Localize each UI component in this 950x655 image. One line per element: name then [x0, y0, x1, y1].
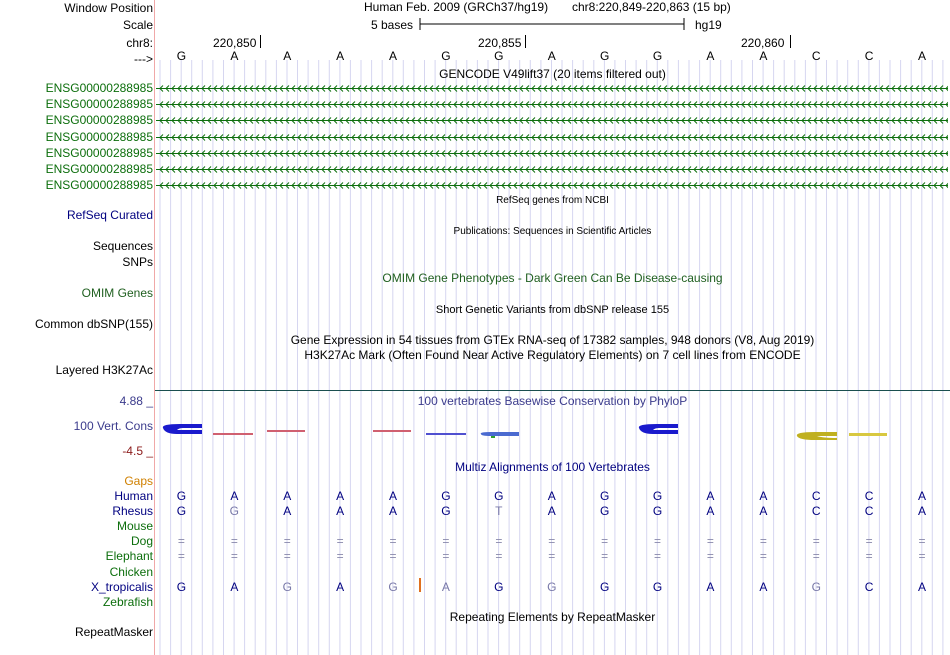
alignment-base: A [336, 489, 345, 503]
alignment-base: = [759, 549, 767, 564]
alignment-base: = [495, 549, 503, 564]
sequence-base: A [230, 49, 239, 63]
alignment-base: G [441, 489, 451, 503]
species-label[interactable]: X_tropicalis [90, 579, 153, 594]
alignment-base: A [759, 579, 768, 594]
sequence-base: G [652, 49, 663, 63]
species-label[interactable]: Chicken [109, 564, 153, 579]
species-label[interactable]: Rhesus [112, 504, 153, 519]
alignment-base: C [864, 579, 874, 594]
alignment-base: C [864, 489, 874, 503]
alignment-base: = [177, 534, 185, 549]
alignment-base: A [230, 579, 239, 594]
alignment-base: = [865, 534, 873, 549]
repeatmasker-label[interactable]: RepeatMasker [74, 625, 153, 639]
track-separator [155, 390, 950, 391]
alignment-base: = [442, 549, 450, 564]
alignment-base: G [652, 504, 663, 519]
sequence-base: A [336, 49, 345, 63]
omim-label[interactable]: OMIM Genes [81, 286, 153, 300]
alignment-base: C [811, 504, 821, 519]
scale-text: 5 bases [371, 18, 414, 32]
cons-label[interactable]: 100 Vert. Cons [73, 419, 153, 433]
gencode-item-label[interactable]: ENSG00000288985 [45, 178, 153, 193]
omim-title[interactable]: OMIM Gene Phenotypes - Dark Green Can Be Disease-causing [382, 271, 723, 285]
species-label[interactable]: Elephant [105, 549, 153, 564]
alignment-base: = [389, 549, 397, 564]
sequences-label[interactable]: Sequences [92, 239, 153, 253]
assembly-text: Human Feb. 2009 (GRCh37/hg19) [364, 0, 549, 14]
label-divider [154, 0, 155, 655]
alignment-base: = [230, 534, 238, 549]
alignment-base: A [336, 579, 345, 594]
alignment-base: A [706, 489, 715, 503]
alignment-base: = [548, 534, 556, 549]
alignment-base: G [176, 489, 187, 503]
tick-mark [260, 35, 261, 48]
alignment-base: A [547, 504, 556, 519]
gencode-title[interactable]: GENCODE V49lift37 (20 items filtered out) [439, 67, 666, 81]
alignment-base: A [918, 579, 927, 594]
alignment-base: = [706, 534, 714, 549]
tick-label: 220,855 [478, 36, 522, 50]
gencode-item-label[interactable]: ENSG00000288985 [45, 97, 153, 112]
alignment-base: A [230, 489, 239, 503]
sequence-base: G [441, 49, 451, 63]
alignment-base: = [336, 534, 344, 549]
chr-label: chr8: [126, 36, 153, 50]
tick-label: 220,860 [741, 36, 785, 50]
alignment-base: T [495, 504, 503, 519]
dbsnp-title[interactable]: Short Genetic Variants from dbSNP release 155 [435, 304, 670, 316]
dbsnp-label[interactable]: Common dbSNP(155) [34, 317, 153, 331]
sequence-base: G [599, 49, 610, 63]
alignment-base: A [336, 504, 345, 519]
repeatmasker-title[interactable]: Repeating Elements by RepeatMasker [449, 610, 656, 624]
alignment-base: G [811, 579, 821, 594]
alignment-base: A [918, 504, 927, 519]
refseq-title[interactable]: RefSeq genes from NCBI [496, 195, 609, 206]
alignment-base: = [918, 549, 926, 564]
gencode-item-label[interactable]: ENSG00000288985 [45, 162, 153, 176]
alignment-base: G [441, 504, 451, 519]
tick-mark [790, 35, 791, 48]
cons-max-label: 4.88 _ [119, 394, 153, 408]
alignment-base: A [283, 504, 292, 519]
alignment-base: = [177, 549, 185, 564]
scale-label: Scale [122, 18, 153, 32]
alignment-base: G [494, 489, 504, 503]
species-label[interactable]: Mouse [116, 519, 153, 534]
gencode-item-feature[interactable] [156, 100, 948, 109]
alignment-base: A [389, 504, 398, 519]
snps-label[interactable]: SNPs [122, 255, 153, 269]
alignment-base: G [388, 579, 398, 594]
alignment-base: G [599, 579, 610, 594]
alignment-base: A [547, 489, 556, 503]
alignment-base: G [282, 579, 292, 594]
alignment-base: G [176, 504, 187, 519]
alignment-base: = [706, 549, 714, 564]
tick-mark [525, 35, 526, 48]
window-position-label: Window Position [64, 1, 153, 15]
sequence-base: C [864, 49, 874, 63]
species-label[interactable]: Dog [130, 534, 153, 549]
cons-min-label: -4.5 _ [122, 444, 153, 458]
alignment-base: = [918, 534, 926, 549]
sequence-base: A [759, 49, 768, 63]
alignment-base: G [652, 579, 663, 594]
refseq-label[interactable]: RefSeq Curated [66, 208, 153, 222]
tick-label: 220,850 [213, 36, 257, 50]
sequence-base: A [547, 49, 556, 63]
alignment-base: G [494, 579, 504, 594]
gencode-item-feature[interactable] [156, 84, 948, 93]
alignment-base: = [548, 549, 556, 564]
alignment-base: = [336, 549, 344, 564]
gaps-label: Gaps [124, 474, 153, 488]
alignment-base: G [599, 489, 610, 503]
gencode-item-label[interactable]: ENSG00000288985 [45, 81, 153, 95]
h3k27ac-title[interactable]: H3K27Ac Mark (Often Found Near Active Regulatory Elements) on 7 cell lines from ENCODE [304, 348, 801, 362]
multiz-title[interactable]: Multiz Alignments of 100 Vertebrates [455, 460, 650, 474]
alignment-base: G [229, 504, 240, 519]
phylop-title[interactable]: 100 vertebrates Basewise Conservation by PhyloP [417, 394, 688, 408]
alignment-base: C [864, 504, 874, 519]
gencode-item-feature[interactable] [156, 116, 948, 125]
alignment-base: A [441, 579, 450, 594]
alignment-base: G [652, 489, 663, 503]
sequence-base: C [811, 49, 821, 63]
alignment-base: = [759, 534, 767, 549]
sequence-base: A [706, 49, 715, 63]
sequence-base: A [918, 49, 927, 63]
species-label[interactable]: Human [114, 489, 153, 503]
alignment-base: = [812, 549, 820, 564]
gencode-item-label[interactable]: ENSG00000288985 [45, 145, 153, 160]
alignment-base: = [442, 534, 450, 549]
gtex-title[interactable]: Gene Expression in 54 tissues from GTEx RNA-seq of 17382 samples, 948 donors (V8, Aug 2019) [290, 333, 815, 347]
sequence-base: A [389, 49, 398, 63]
alignment-base: A [706, 504, 715, 519]
alignment-base: C [811, 489, 821, 503]
strand-arrow-label: ---> [134, 52, 153, 66]
h3k27ac-label[interactable]: Layered H3K27Ac [55, 363, 153, 377]
position-text: chr8:220,849-220,863 (15 bp) [572, 0, 731, 14]
alignment-base: = [812, 534, 820, 549]
gencode-item-label[interactable]: ENSG00000288985 [45, 113, 153, 128]
alignment-base: = [865, 549, 873, 564]
alignment-base: A [759, 504, 768, 519]
alignment-base: = [283, 534, 291, 549]
gencode-item-feature[interactable] [156, 181, 948, 190]
sequence-base: A [283, 49, 292, 63]
publications-title[interactable]: Publications: Sequences in Scientific Articles [453, 226, 652, 237]
scale-bar [418, 16, 688, 32]
alignment-base: = [389, 534, 397, 549]
alignment-base: A [283, 489, 292, 503]
alignment-base: = [230, 549, 238, 564]
alignment-base: = [654, 549, 662, 564]
insertion-marker [419, 578, 421, 592]
alignment-base: = [654, 534, 662, 549]
alignment-base: A [706, 579, 715, 594]
gencode-item-feature[interactable] [156, 149, 948, 158]
alignment-base: G [599, 504, 610, 519]
alignment-base: G [176, 579, 187, 594]
alignment-base: = [601, 549, 609, 564]
alignment-base: A [389, 489, 398, 503]
species-label[interactable]: Zebrafish [102, 594, 153, 609]
alignment-base: = [601, 534, 609, 549]
alignment-base: A [759, 489, 768, 503]
gencode-item-label[interactable]: ENSG00000288985 [45, 129, 153, 144]
gencode-item-feature[interactable] [156, 165, 948, 174]
sequence-base: G [494, 49, 504, 63]
alignment-base: = [283, 549, 291, 564]
alignment-base: A [918, 489, 927, 503]
gencode-item-feature[interactable] [156, 133, 948, 142]
alignment-base: G [547, 579, 557, 594]
db-text: hg19 [695, 18, 722, 32]
alignment-base: = [495, 534, 503, 549]
phylop-logo [155, 420, 950, 450]
sequence-base: G [176, 49, 187, 63]
